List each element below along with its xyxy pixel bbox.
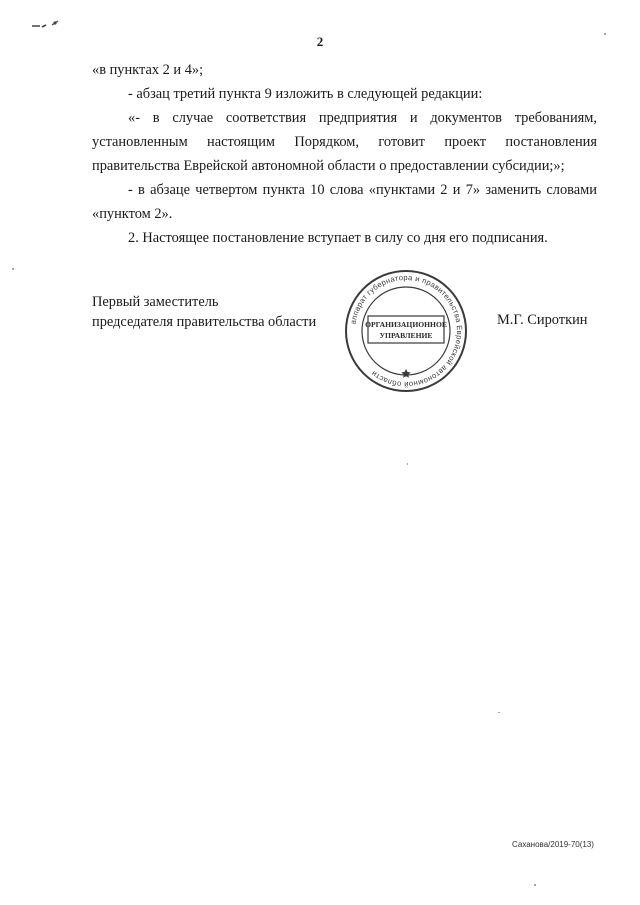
scan-speck xyxy=(12,268,14,270)
scan-speck xyxy=(534,884,536,886)
seal-center-line-1: ОРГАНИЗАЦИОННОЕ xyxy=(365,320,447,329)
paragraph-1: «в пунктах 2 и 4»; xyxy=(92,62,204,78)
document-body xyxy=(92,58,597,250)
document-reference: Саханова/2019-70(13) xyxy=(512,840,594,849)
official-seal xyxy=(341,268,471,394)
signatory-title xyxy=(92,292,316,332)
paragraph-4: - в абзаце четвертом пункта 10 слова «пунктами 2 и 7» заменить словами «пунктом 2». xyxy=(92,182,597,222)
scan-speck xyxy=(498,712,500,713)
signatory-title-line-2: председателя правительства области xyxy=(92,314,317,330)
scan-speck xyxy=(604,33,606,35)
paragraph-3: «- в случае соответствия предприятия и документов требованиям, установленным настоящим Порядком, готовит проект постановления правительства Еврейской автономной области о предоставлении субсидии;»; xyxy=(92,110,597,174)
scan-mark xyxy=(30,12,64,32)
paragraph-2: - абзац третий пункта 9 изложить в следующей редакции: xyxy=(128,86,483,102)
paragraph-5: 2. Настоящее постановление вступает в силу со дня его подписания. xyxy=(128,230,548,246)
signatory-name: М.Г. Сироткин xyxy=(497,312,588,328)
scan-speck xyxy=(407,463,408,465)
seal-center-line-2: УПРАВЛЕНИЕ xyxy=(379,331,433,340)
seal-star-icon xyxy=(401,369,410,378)
seal-ring-text: аппарат губернатора и правительства Еврейской автономной области xyxy=(348,272,465,390)
page-number: 2 xyxy=(316,34,324,49)
signatory-title-line-1: Первый заместитель xyxy=(92,294,219,310)
